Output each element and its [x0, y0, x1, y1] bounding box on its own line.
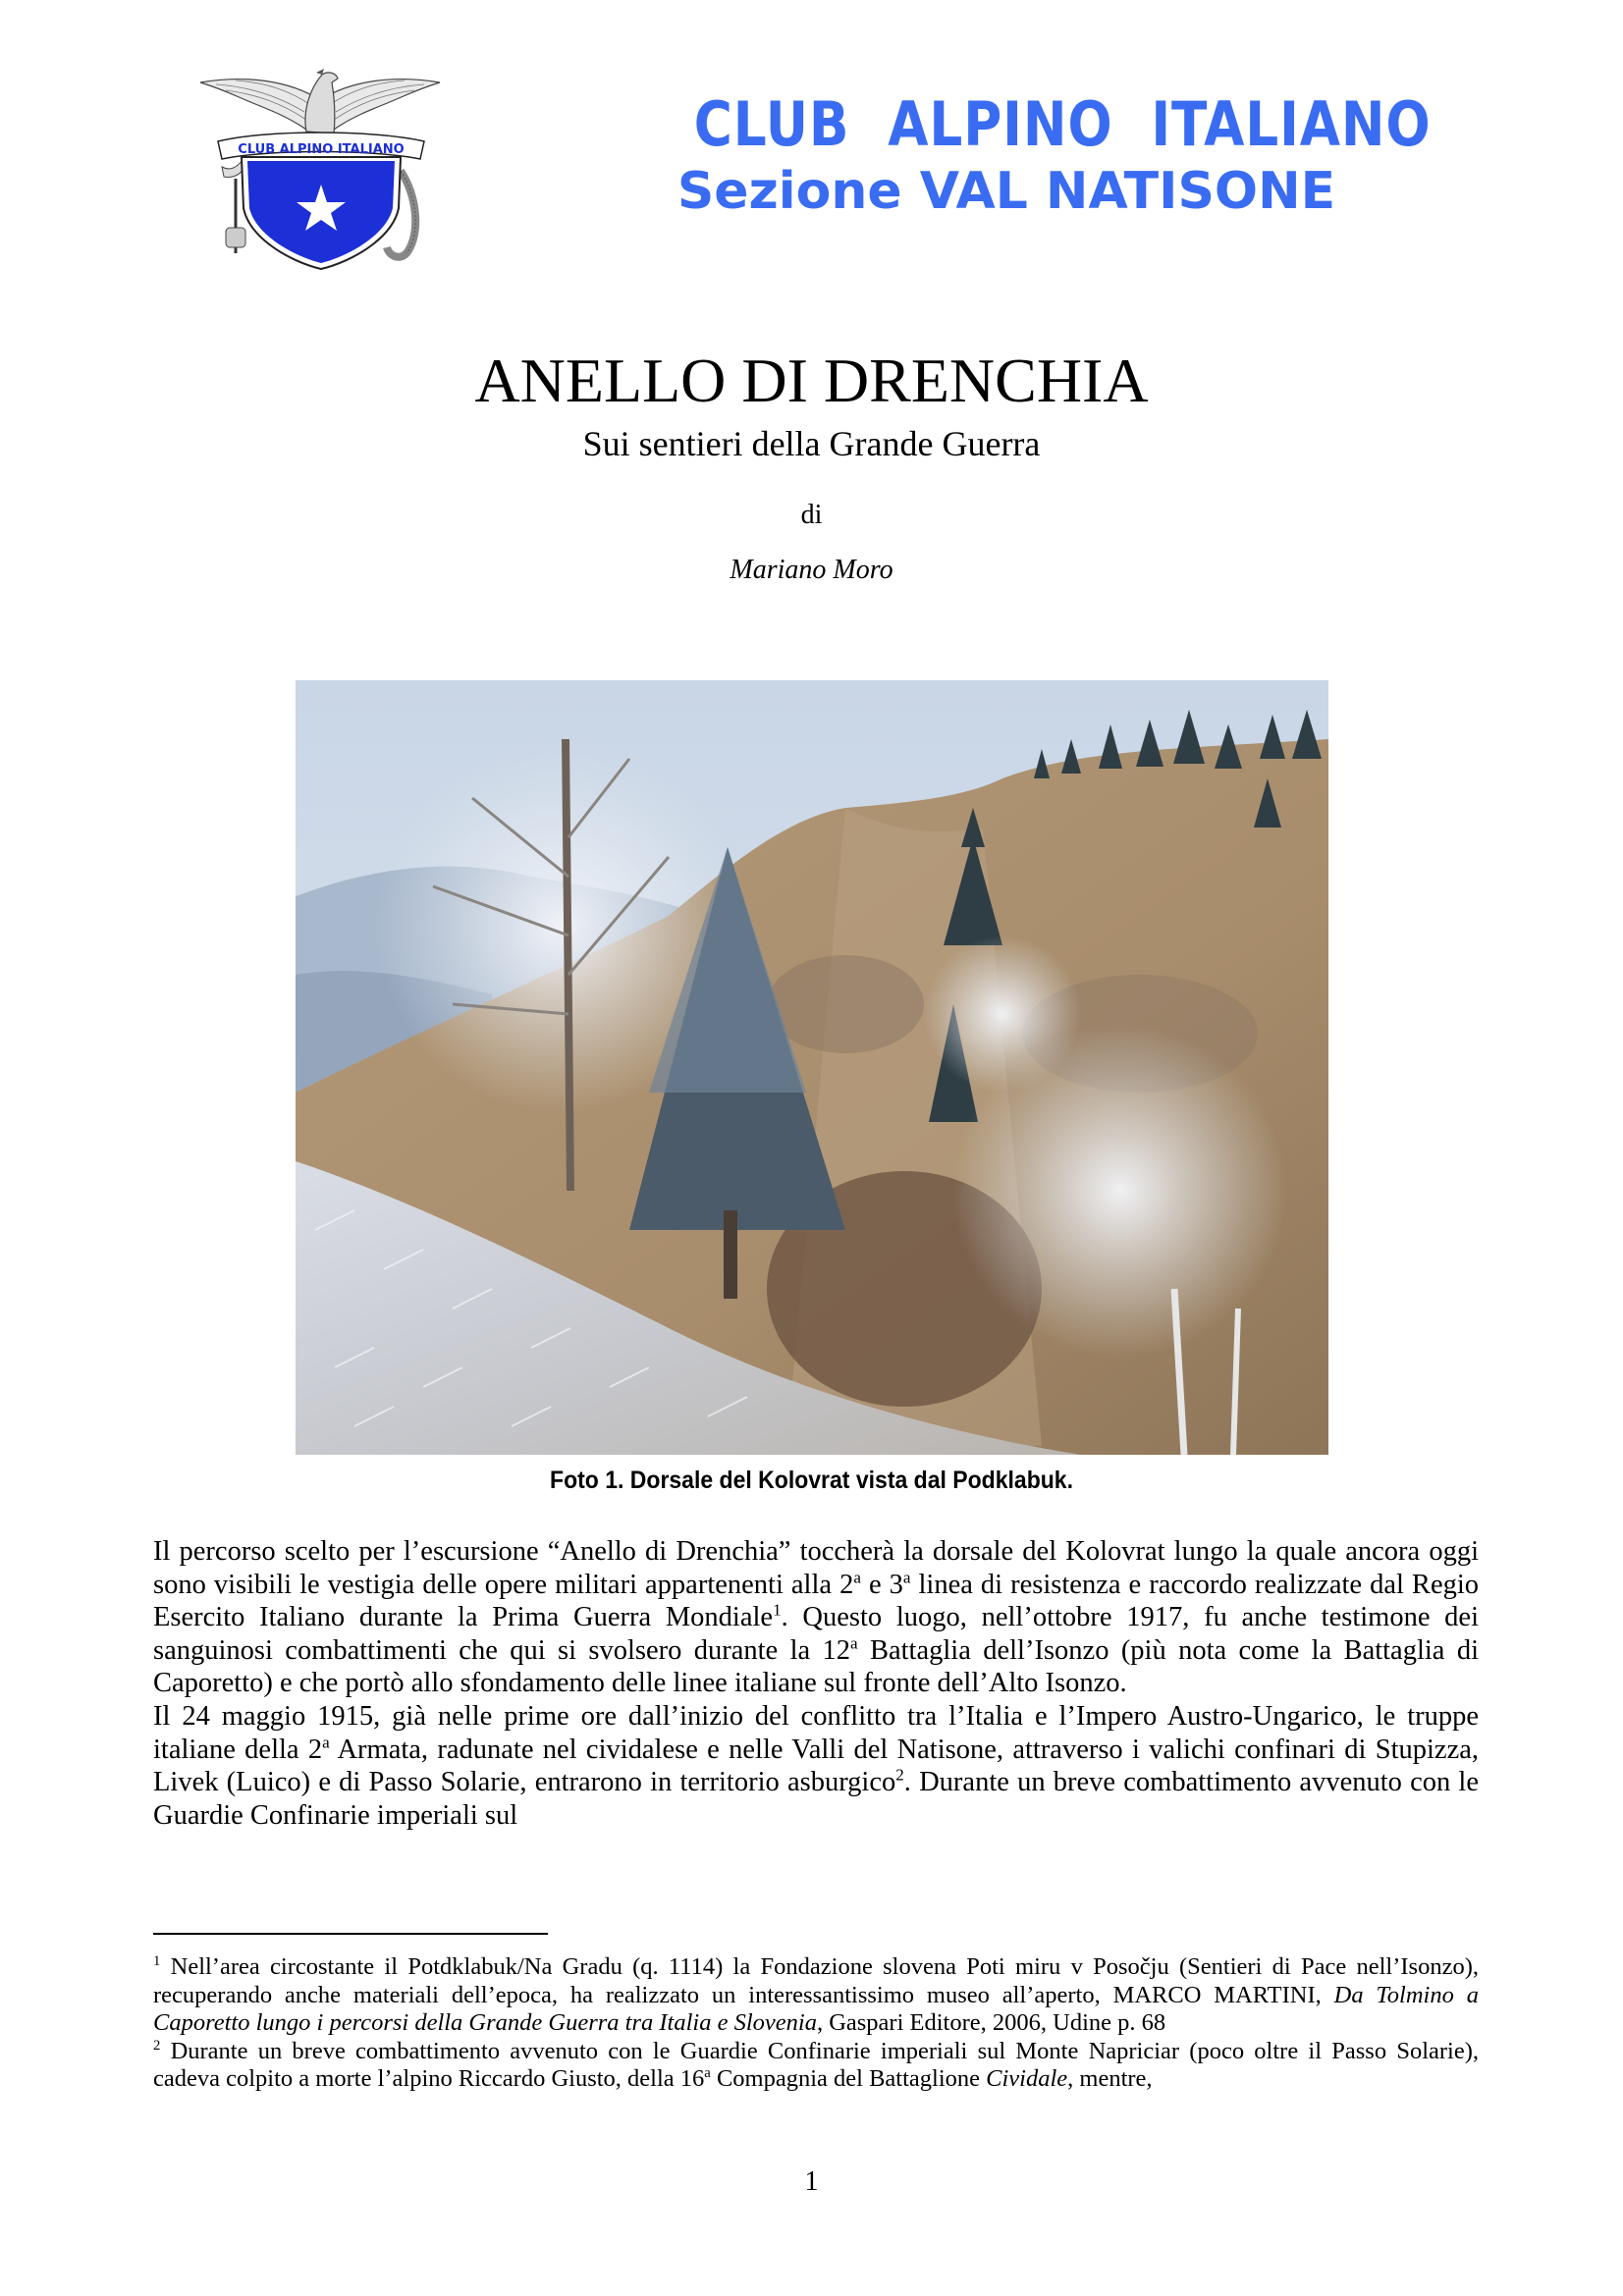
document-subtitle: Sui sentieri della Grande Guerra [582, 424, 1041, 463]
footnote-separator [153, 1933, 548, 1935]
paragraph-2: Il 24 maggio 1915, già nelle prime ore dall’inizio del conflitto tra l’Italia e l’Impero Austro-Ungarico, le truppe italiane della 2$^a$ Armata, radunate nel cividalese e nelle Valli del Natisone, attraverso i valichi confinari di Stupizza, Livek (Luico) e di Passo Solarie, entrarono in territorio asburgico$^2$. Durante un breve combattimento avvenuto con le Guardie Confinarie imperiali sul [153, 1700, 1480, 1831]
club-title: CLUB ALPINO ITALIANO [693, 88, 1432, 160]
cai-logo [196, 61, 444, 272]
landscape-photo [296, 680, 1328, 1455]
author-name: Mariano Moro [730, 555, 893, 585]
footnote-ref-1[interactable]: 1 [773, 1600, 782, 1620]
page-number: 1 [804, 2166, 819, 2197]
frosted-hillside-image [296, 680, 1328, 1455]
footnotes [153, 1953, 1479, 2094]
paragraph-1: Il percorso scelto per l’escursione “Anello di Drenchia” toccherà la dorsale del Kolovrat lungo la quale ancora oggi sono visibili le vestigia delle opere militari appartenenti alla 2$^a$ e 3$^a$ linea di resistenza e raccordo realizzate dal Regio Esercito Italiano durante la Prima Guerra Mondiale$^1$. Questo luogo, nell’ottobre 1917, fu anche testimone dei sanguinosi combattimenti che qui si svolsero durante la 12$^a$ Battaglia dell’Isonzo (più nota come la Battaglia di Caporetto) e che portò allo sfondamento delle linee italiane sul fronte dell’Alto Isonzo. [153, 1536, 1480, 1699]
svg-text:CLUB ALPINO ITALIANO: CLUB ALPINO ITALIANO [238, 142, 405, 157]
body-text [153, 1535, 1479, 1832]
club-section-title: Sezione VAL NATISONE [676, 162, 1336, 221]
footnote-2: $^2$ Durante un breve combattimento avvenuto con le Guardie Confinarie imperiali sul Monte Napriciar (poco oltre il Passo Solarie), cadeva colpito a morte l’alpino Riccardo Giusto, della 16$^a$ Compagnia del Battaglione Cividale, mentre, [153, 2037, 1479, 2092]
footnote-ref-2[interactable]: 2 [895, 1765, 904, 1785]
photo-caption: Foto 1. Dorsale del Kolovrat vista dal Podklabuk. [550, 1467, 1073, 1494]
eagle-shield-icon [196, 61, 444, 272]
byline-prefix: di [800, 500, 823, 530]
document-title: ANELLO DI DRENCHIA [474, 346, 1149, 415]
footnote-1: $^1$ Nell’area circostante il Potdklabuk/Na Gradu (q. 1114) la Fondazione slovena Poti miru v Posočju (Sentieri di Pace nell’Isonzo), recuperando anche materiali dell’epoca, ha realizzato un interessantissimo museo all’aperto, MARCO MARTINI, Da Tolmino a Caporetto lungo i percorsi della Grande Guerra tra Italia e Slovenia, Gaspari Editore, 2006, Udine p. 68 [153, 1952, 1479, 2036]
